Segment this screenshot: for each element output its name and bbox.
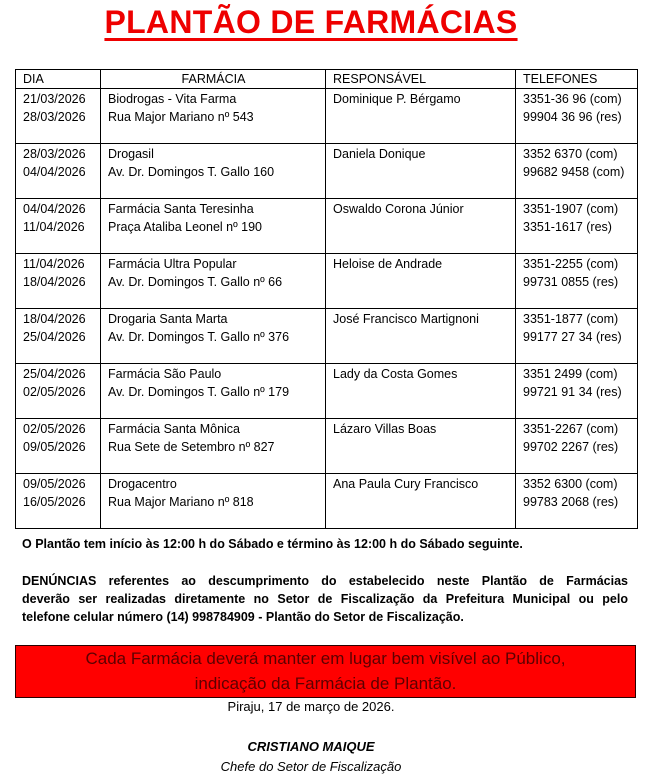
responsible-name: Lady da Costa Gomes [333,367,458,381]
cell-responsible [326,254,516,309]
cell-pharmacy [101,254,326,309]
header-responsavel: RESPONSÁVEL [326,70,516,89]
banner-line: indicação da Farmácia de Plantão. [194,674,457,693]
date-start: 04/04/2026 [23,202,86,216]
complaints-line: telefone celular número (14) 998784909 - Plantão do Setor de Fiscalização. [22,610,464,624]
cell-pharmacy [101,364,326,419]
place-date: Piraju, 17 de março de 2026. [227,699,395,714]
date-end: 28/03/2026 [23,110,86,124]
phone-residential: 99783 2068 (res) [523,495,619,509]
date-end: 02/05/2026 [23,385,86,399]
date-start: 28/03/2026 [23,147,86,161]
cell-phones [516,364,638,419]
header-dia: DIA [16,70,101,89]
table-row [16,89,638,144]
pharmacy-name: Drogacentro [108,477,177,491]
cell-dates [16,89,101,144]
date-start: 09/05/2026 [23,477,86,491]
cell-responsible [326,309,516,364]
table-row [16,419,638,474]
table-row [16,199,638,254]
cell-pharmacy [101,309,326,364]
cell-responsible [326,474,516,529]
pharmacy-address: Rua Major Mariano nº 543 [108,110,254,124]
table-row [16,144,638,199]
pharmacy-address: Av. Dr. Domingos T. Gallo 160 [108,165,275,179]
table-row [16,254,638,309]
phone-commercial: 3351-1907 (com) [523,202,619,216]
cell-responsible [326,144,516,199]
responsible-name: Ana Paula Cury Francisco [333,477,479,491]
schedule-note: O Plantão tem início às 12:00 h do Sábado e término às 12:00 h do Sábado seguinte. [22,537,523,551]
pharmacy-name: Biodrogas - Vita Farma [108,92,237,106]
notice-banner [15,645,636,698]
page-title: PLANTÃO DE FARMÁCIAS [104,4,518,40]
date-end: 09/05/2026 [23,440,86,454]
date-start: 25/04/2026 [23,367,86,381]
pharmacy-name: Farmácia Ultra Popular [108,257,237,271]
cell-dates [16,309,101,364]
phone-residential: 3351-1617 (res) [523,220,612,234]
cell-responsible [326,89,516,144]
cell-dates [16,199,101,254]
phone-residential: 99731 0855 (res) [523,275,619,289]
responsible-name: Dominique P. Bérgamo [333,92,461,106]
pharmacy-address: Rua Sete de Setembro nº 827 [108,440,275,454]
pharmacy-name: Farmácia Santa Mônica [108,422,241,436]
phone-commercial: 3352 6300 (com) [523,477,618,491]
date-end: 11/04/2026 [23,220,85,234]
pharmacy-name: Farmácia São Paulo [108,367,222,381]
cell-dates [16,474,101,529]
date-start: 02/05/2026 [23,422,86,436]
pharmacy-address: Av. Dr. Domingos T. Gallo nº 179 [108,385,290,399]
responsible-name: Oswaldo Corona Júnior [333,202,464,216]
phone-commercial: 3351-1877 (com) [523,312,619,326]
pharmacy-address: Praça Ataliba Leonel nº 190 [108,220,262,234]
responsible-name: Daniela Donique [333,147,426,161]
complaints-note [22,572,628,626]
cell-phones [516,254,638,309]
banner-line: Cada Farmácia deverá manter em lugar bem visível ao Público, [85,649,566,668]
date-end: 25/04/2026 [23,330,86,344]
cell-dates [16,364,101,419]
phone-residential: 99177 27 34 (res) [523,330,622,344]
cell-phones [516,309,638,364]
header-farmacia: FARMÁCIA [101,70,326,89]
pharmacy-address: Av. Dr. Domingos T. Gallo nº 66 [108,275,283,289]
phone-commercial: 3351-2255 (com) [523,257,619,271]
signer-role: Chefe do Setor de Fiscalização [220,759,402,774]
table-row [16,364,638,419]
phone-commercial: 3351-2267 (com) [523,422,619,436]
cell-phones [516,199,638,254]
date-start: 11/04/2026 [23,257,85,271]
phone-residential: 99721 91 34 (res) [523,385,622,399]
cell-pharmacy [101,89,326,144]
header-telefones: TELEFONES [516,70,638,89]
phone-residential: 99904 36 96 (res) [523,110,622,124]
date-start: 18/04/2026 [23,312,86,326]
complaints-line: deverão ser realizadas diretamente no Setor de Fiscalização da Prefeitura Municipal ou pelo [22,592,628,606]
cell-responsible [326,364,516,419]
pharmacy-name: Farmácia Santa Teresinha [108,202,254,216]
pharmacy-address: Av. Dr. Domingos T. Gallo nº 376 [108,330,290,344]
table-row [16,309,638,364]
table-header-row [16,70,638,89]
phone-commercial: 3351 2499 (com) [523,367,618,381]
complaints-line: DENÚNCIAS referentes ao descumprimento do estabelecido neste Plantão de Farmácias [22,574,628,588]
date-end: 16/05/2026 [23,495,86,509]
cell-pharmacy [101,474,326,529]
signer-name: CRISTIANO MAIQUE [247,739,375,754]
cell-phones [516,474,638,529]
responsible-name: Heloise de Andrade [333,257,443,271]
cell-dates [16,419,101,474]
cell-pharmacy [101,419,326,474]
date-start: 21/03/2026 [23,92,86,106]
date-end: 18/04/2026 [23,275,86,289]
table-row [16,474,638,529]
responsible-name: Lázaro Villas Boas [333,422,437,436]
pharmacy-schedule-table [15,69,638,529]
phone-residential: 99682 9458 (com) [523,165,625,179]
cell-pharmacy [101,144,326,199]
pharmacy-name: Drogasil [108,147,154,161]
cell-responsible [326,199,516,254]
responsible-name: José Francisco Martignoni [333,312,479,326]
phone-commercial: 3352 6370 (com) [523,147,618,161]
phone-commercial: 3351-36 96 (com) [523,92,622,106]
cell-phones [516,419,638,474]
cell-dates [16,144,101,199]
pharmacy-address: Rua Major Mariano nº 818 [108,495,254,509]
date-end: 04/04/2026 [23,165,86,179]
cell-dates [16,254,101,309]
cell-pharmacy [101,199,326,254]
cell-phones [516,89,638,144]
cell-phones [516,144,638,199]
phone-residential: 99702 2267 (res) [523,440,619,454]
cell-responsible [326,419,516,474]
pharmacy-name: Drogaria Santa Marta [108,312,228,326]
